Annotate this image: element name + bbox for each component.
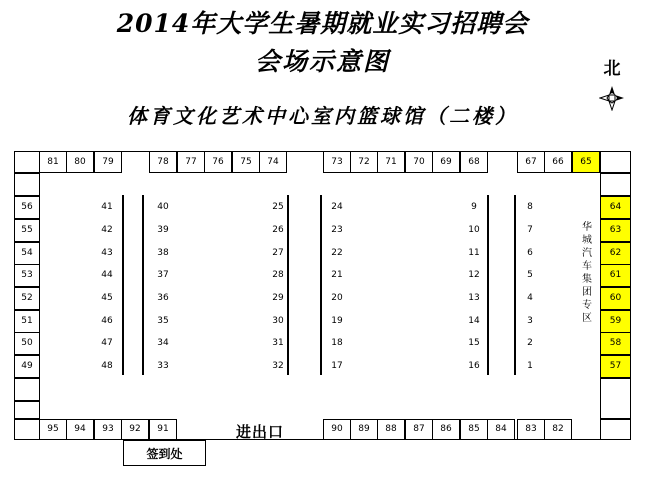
booth-46: 46 [101,316,113,326]
aisle-divider [287,195,289,375]
booth-right-64: 64 [600,196,631,219]
booth-bottom-86: 86 [432,419,460,440]
booth-32: 32 [272,361,284,371]
booth-9: 9 [471,202,477,212]
booth-bottom-95: 95 [39,419,67,440]
booth-top-80: 80 [66,151,94,173]
booth-bottom-85: 85 [460,419,488,440]
booth-40: 40 [157,202,169,212]
edge-cell [600,173,631,196]
booth-left-53: 53 [14,264,40,287]
booth-right-59: 59 [600,310,631,333]
booth-left-51: 51 [14,310,40,333]
aisle-divider [320,195,322,375]
booth-45: 45 [101,293,113,303]
booth-top-72: 72 [350,151,378,173]
booth-10: 10 [468,225,480,235]
booth-17: 17 [331,361,343,371]
booth-5: 5 [527,270,533,280]
booth-top-74: 74 [259,151,287,173]
booth-top-77: 77 [177,151,205,173]
booth-left-54: 54 [14,242,40,265]
booth-24: 24 [331,202,343,212]
booth-top-67: 67 [517,151,545,173]
booth-25: 25 [272,202,284,212]
booth-11: 11 [468,248,480,258]
entrance-label: 进出口 [236,423,285,441]
edge-cell [14,401,40,419]
booth-bottom-89: 89 [350,419,378,440]
booth-top-65: 65 [572,151,600,173]
booth-top-73: 73 [323,151,351,173]
booth-23: 23 [331,225,343,235]
booth-28: 28 [272,270,284,280]
booth-22: 22 [331,248,343,258]
zone-label-char: 区 [582,313,592,324]
booth-14: 14 [468,316,480,326]
zone-label-char: 车 [582,261,592,272]
booth-top-66: 66 [544,151,572,173]
booth-top-79: 79 [94,151,122,173]
aisle-divider [122,195,124,375]
booth-right-63: 63 [600,219,631,242]
zone-label-char: 汽 [582,248,592,259]
booth-7: 7 [527,225,533,235]
booth-18: 18 [331,338,343,348]
booth-27: 27 [272,248,284,258]
booth-top-78: 78 [149,151,177,173]
zone-label-char: 集 [582,274,592,285]
aisle-divider [487,195,489,375]
booth-bottom-92: 92 [121,419,149,440]
booth-41: 41 [101,202,113,212]
booth-4: 4 [527,293,533,303]
corner-cell [14,151,40,173]
booth-bottom-82: 82 [544,419,572,440]
corner-cell [600,151,631,173]
booth-30: 30 [272,316,284,326]
booth-36: 36 [157,293,169,303]
booth-20: 20 [331,293,343,303]
booth-bottom-88: 88 [377,419,405,440]
booth-left-56: 56 [14,196,40,219]
booth-bottom-91: 91 [149,419,177,440]
page-title-line2: 会场示意图 [254,47,390,76]
booth-top-75: 75 [232,151,260,173]
booth-top-76: 76 [204,151,232,173]
booth-right-61: 61 [600,264,631,287]
north-label: 北 [603,59,621,79]
aisle-divider [514,195,516,375]
edge-cell [600,378,631,419]
booth-bottom-84: 84 [487,419,515,440]
corner-cell [14,419,40,440]
booth-6: 6 [527,248,533,258]
booth-47: 47 [101,338,113,348]
booth-35: 35 [157,316,169,326]
booth-31: 31 [272,338,284,348]
booth-left-49: 49 [14,355,40,378]
aisle-divider [142,195,144,375]
zone-label-char: 团 [582,287,592,298]
booth-bottom-83: 83 [517,419,545,440]
booth-top-70: 70 [405,151,433,173]
booth-39: 39 [157,225,169,235]
booth-left-55: 55 [14,219,40,242]
booth-1: 1 [527,361,533,371]
booth-16: 16 [468,361,480,371]
checkin-desk: 签到处 [123,440,206,466]
venue-subtitle: 体育文化艺术中心室内篮球馆（二楼） [127,104,518,128]
booth-right-62: 62 [600,242,631,265]
booth-48: 48 [101,361,113,371]
booth-3: 3 [527,316,533,326]
booth-left-52: 52 [14,287,40,310]
booth-top-68: 68 [460,151,488,173]
booth-33: 33 [157,361,169,371]
booth-37: 37 [157,270,169,280]
booth-13: 13 [468,293,480,303]
edge-cell [14,378,40,401]
booth-8: 8 [527,202,533,212]
booth-right-58: 58 [600,332,631,355]
booth-bottom-87: 87 [405,419,433,440]
zone-label-char: 专 [582,300,592,311]
booth-right-60: 60 [600,287,631,310]
corner-cell [600,419,631,440]
booth-top-69: 69 [432,151,460,173]
booth-29: 29 [272,293,284,303]
booth-42: 42 [101,225,113,235]
booth-34: 34 [157,338,169,348]
page-title: 2014年大学生暑期就业实习招聘会 [116,9,529,38]
booth-bottom-93: 93 [94,419,122,440]
booth-bottom-90: 90 [323,419,351,440]
compass-icon [599,85,625,111]
booth-top-81: 81 [39,151,67,173]
booth-26: 26 [272,225,284,235]
booth-38: 38 [157,248,169,258]
booth-15: 15 [468,338,480,348]
booth-right-57: 57 [600,355,631,378]
booth-44: 44 [101,270,113,280]
zone-label-char: 城 [582,235,592,246]
zone-label-char: 华 [582,222,592,233]
booth-2: 2 [527,338,533,348]
booth-bottom-94: 94 [66,419,94,440]
booth-12: 12 [468,270,480,280]
booth-19: 19 [331,316,343,326]
booth-43: 43 [101,248,113,258]
edge-cell [14,173,40,196]
booth-left-50: 50 [14,332,40,355]
booth-21: 21 [331,270,343,280]
booth-top-71: 71 [377,151,405,173]
